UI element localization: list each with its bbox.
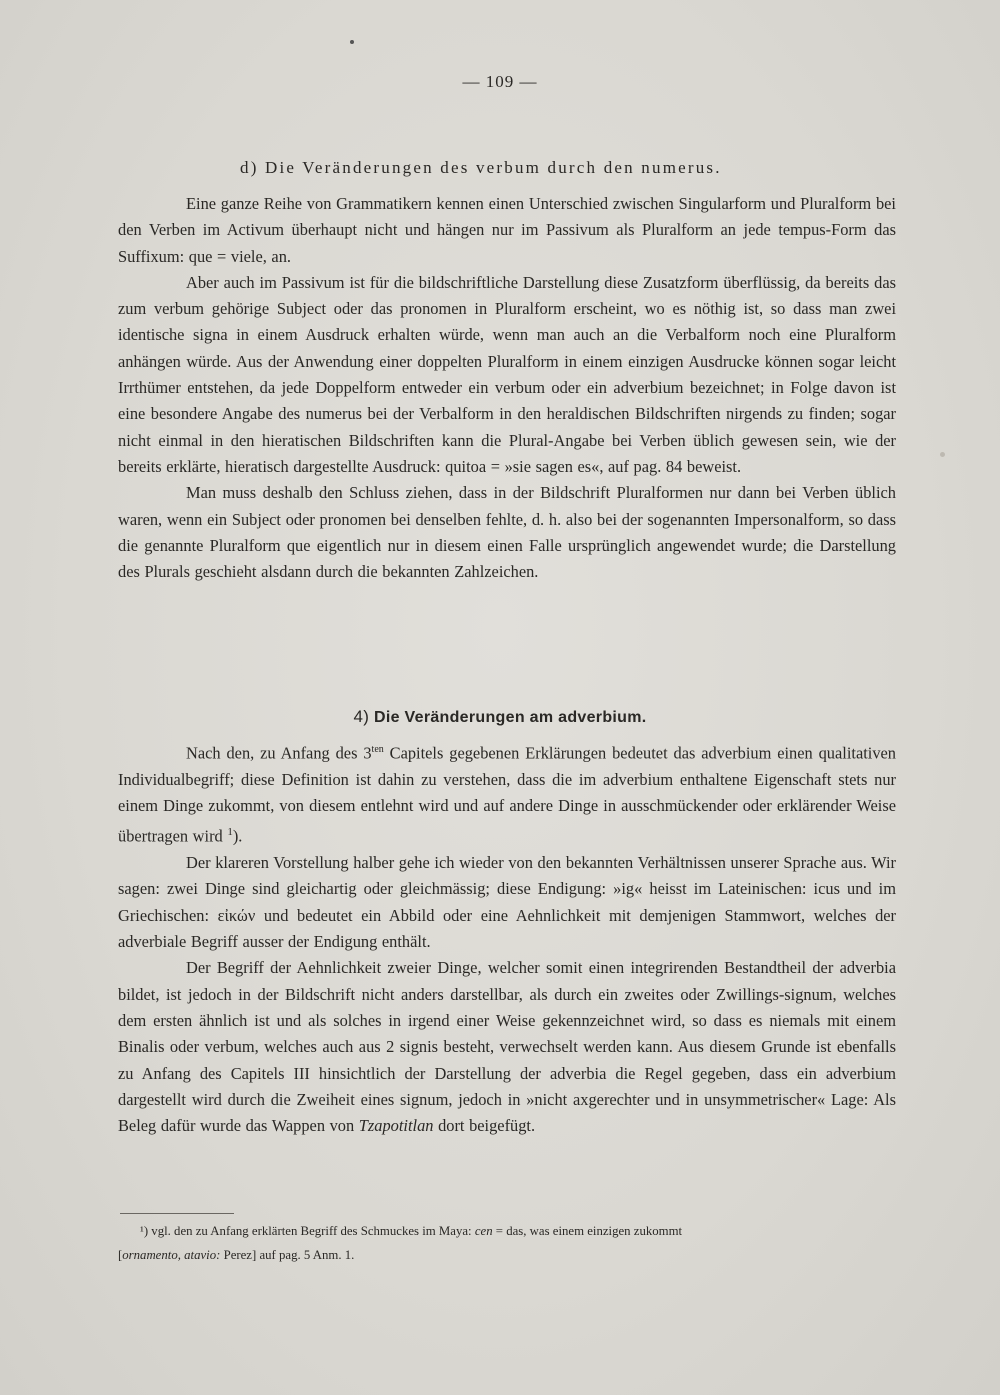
footnote-text: Perez] auf pag. 5 Anm. 1. — [220, 1248, 355, 1262]
page-number: — 109 — — [462, 72, 538, 91]
paragraph-text: Nach den, zu Anfang des 3 — [186, 743, 372, 763]
superscript: ten — [371, 744, 384, 755]
section-heading — [0, 707, 1000, 727]
footnote-divider — [120, 1213, 234, 1214]
footnote-text: vgl. den zu Anfang erklärten Begriff des Schmuckes im Maya: — [148, 1224, 475, 1238]
footnote — [118, 1219, 908, 1267]
footnote-line — [118, 1243, 908, 1267]
section-number: 4) — [353, 707, 370, 726]
paragraph: Eine ganze Reihe von Grammatikern kennen einen Unterschied zwischen Singularform und Pluralform bei den Verben im Activum überhaupt nicht und hängen nur im Passivum als Pluralform an jede tempus-Form das Suffixum: que = viele, an. — [118, 194, 896, 266]
place-name: Tzapotitlan — [358, 1116, 434, 1136]
paragraph — [118, 737, 896, 850]
paragraph: Aber auch im Passivum ist für die bildschriftliche Darstellung diese Zusatzform überflüssig, da bereits das zum verbum gehörige Subject oder das pronomen in Pluralform erscheint, wo es nöthig ist, so dass man zwei identische signa in einem Ausdruck erhalten würde, wenn man auch an die Verbalform noch eine Pluralform anhängen würde. Aus der Anwendung einer doppelten Pluralform in einem einzigen Ausdrucke können sogar leicht Irrthümer entstehen, da jede Doppelform entweder ein verbum oder ein adverbium bezeichnet; in Folge davon ist eine besondere Angabe des numerus bei der Verbalform in den heraldischen Bildschriften nirgends zu finden; sogar nicht einmal in den hieratischen Bildschriften kann die Plural-Angabe bei Verben üblich gewesen sein, wie der bereits erklärte, hieratisch dargestellte Ausdruck: quitoa = »sie sagen es«, auf pag. 84 beweist. — [118, 272, 896, 476]
footnote-reference: 1 — [227, 826, 233, 839]
footnote-italic-terms: ornamento, atavio: — [122, 1248, 221, 1262]
paragraph: Der klareren Vorstellung halber gehe ich wieder von den bekannten Verhältnissen unserer Sprache aus. Wir sagen: zwei Dinge sind gleichartig oder gleichmässig; diese Endigung: »ig« heisst im Lateinischen: icus und im Griechischen: εἰκών und bedeutet ein Abbild oder eine Aehnlichkeit mit demjenigen Stammwort, welches der adverbiale Begriff ausser der Endigung enthält. — [118, 853, 896, 952]
text-block-adverbium — [118, 737, 896, 1139]
section-title: Die Veränderungen am adverbium. — [373, 709, 647, 726]
subsection-heading: d) Die Veränderungen des verbum durch den numerus. — [240, 158, 722, 177]
text-block-verbum-numerus — [118, 191, 896, 585]
paragraph-text: ). — [232, 826, 243, 846]
paper-blemish — [940, 452, 945, 457]
ink-speck — [350, 40, 354, 44]
footnote-text: = das, was einem einzigen zukommt — [492, 1224, 683, 1238]
footnote-line — [118, 1219, 908, 1243]
footnote-marker: ¹) — [140, 1224, 149, 1238]
footnote-text: [ — [118, 1248, 123, 1262]
paragraph: Man muss deshalb den Schluss ziehen, dass in der Bildschrift Pluralformen nur dann bei Verben üblich waren, wenn ein Subject oder pronomen bei denselben fehlte, d. h. also bei der sogenannten Impersonalform, so dass die genannte Pluralform que eigentlich nur in diesem einen Falle ursprünglich angewendet wurde; die Darstellung des Plurals geschieht alsdann durch die bekannten Zahlzeichen. — [118, 483, 896, 582]
footnote-term: cen — [474, 1224, 493, 1238]
paragraph-text: Capitels gegebenen Erklärungen bedeutet das adverbium einen qualitativen Individualbegriff; diese Definition ist dahin zu verstehen, dass die im adverbium enthaltene Eigenschaft stets nur einem Dinge zukommt, von diesem entlehnt wird und auf andere Dinge in ausschmückender oder erklärender Weise übertragen wird — [118, 743, 896, 846]
paragraph-text: Der Begriff der Aehnlichkeit zweier Dinge, welcher somit einen integrirenden Bestandtheil der adverbia bildet, ist jedoch in der Bildschrift nicht anders darstellbar, als durch ein zweites oder Zwillings-signum, welches dem ersten ähnlich ist und als solches in irgend einer Weise gekennzeichnet wird, so dass es niemals mit einem Binalis oder verbum, welches auch aus 2 signis besteht, verwechselt werden kann. Aus diesem Grunde ist ebenfalls zu Anfang des Capitels III hinsichtlich der Darstellung der adverbia die Regel gegeben, dass ein adverbium dargestellt wird durch die Zweiheit eines signum, jedoch in »nicht axgerechter und in unsymmetrischer« Lage: Als Beleg dafür wurde das Wappen von — [118, 958, 896, 1136]
paragraph-text: dort beigefügt. — [433, 1116, 536, 1136]
paragraph — [118, 955, 896, 1139]
